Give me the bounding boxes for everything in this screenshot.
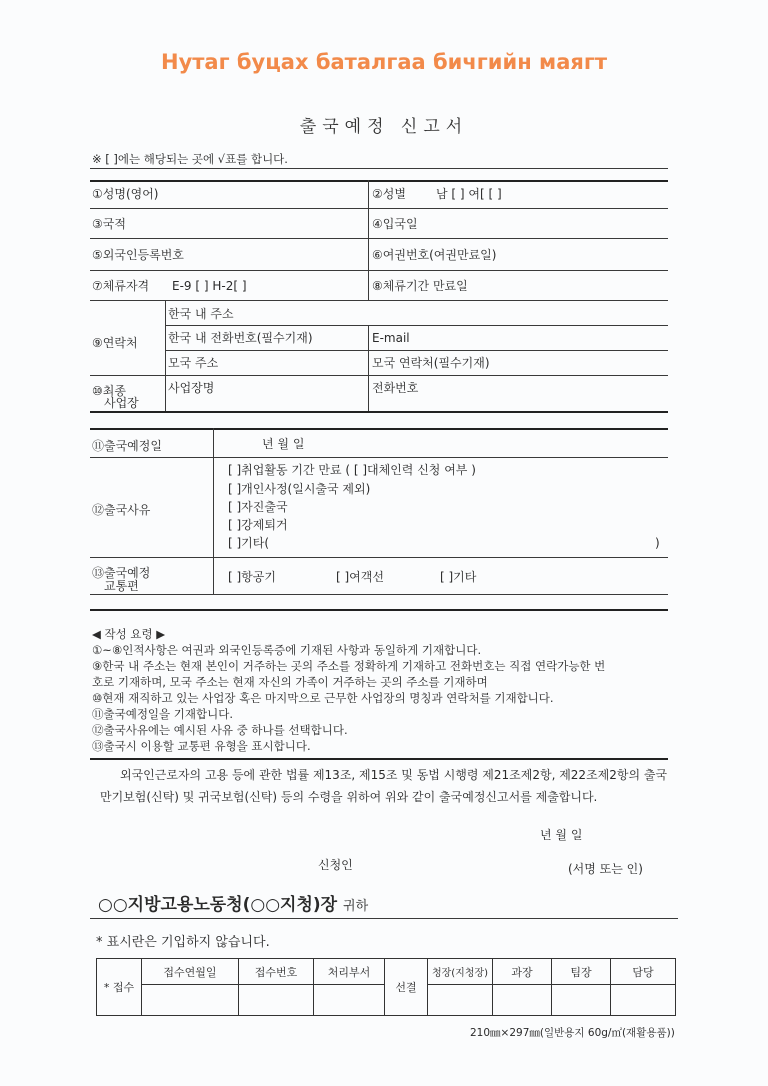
applicant-label: 신청인 [318,858,353,872]
divider [165,350,668,351]
gender-checkbox[interactable]: 남 [ ] 여[ [ ] [436,187,502,201]
stay-expiry-label: ⑧체류기간 만료일 [372,279,468,293]
reason-option[interactable]: [ ]기타( [228,536,270,550]
workplace-label: ⑩최종 [92,384,126,398]
workplace-name-label: 사업장명 [168,381,215,395]
guide-line: ⑪출국예정일을 기재합니다. [92,707,234,721]
declaration-text: 외국인근로자의 고용 등에 관한 법률 제13조, 제15조 및 동법 시행령 제21조제2항, 제22조제2항의 출국만기보험(신탁) 및 귀국보험(신탁) 등의 수령을 위하여 위와 같이 출국예정신고서를 제출합니다. [100,768,668,804]
divider [90,270,668,271]
alien-reg-label: ⑤외국인등록번호 [92,248,184,262]
stamp-cell [239,985,314,1016]
kr-address-label: 한국 내 주소 [168,307,234,321]
guide-line: ①~⑧인적사항은 여권과 외국인등록증에 기재된 사항과 동일하게 기재합니다. [92,643,482,657]
status-label: ⑦체류자격 [92,279,150,293]
home-contact-label: 모국 연락처(필수기재) [372,356,490,370]
reason-option[interactable]: [ ]강제퇴거 [228,518,288,532]
official-note: * 표시란은 기입하지 않습니다. [96,935,270,950]
guide-line: ⑩현재 재직하고 있는 사업장 혹은 마지막으로 근무한 사업장의 명칭과 연락처를 기재합니다. [92,691,554,705]
gender-label: ②성별 [372,187,406,201]
divider [90,557,668,558]
stamp-cell [314,985,385,1016]
signer-col: 과장 [493,959,552,985]
sign-note: (서명 또는 인) [568,862,643,876]
stamp-table [96,958,676,1016]
name-label: ①성명(영어) [92,187,159,201]
reason-option[interactable]: [ ]취업활동 기간 만료 ( [ ]대체인력 신청 여부 ) [228,463,476,477]
divider [90,180,668,182]
divider [90,594,668,595]
transport-option[interactable]: [ ]기타 [440,570,477,584]
stamp-col: 접수번호 [239,959,314,985]
guide-line: ⑨한국 내 주소는 현재 본인이 거주하는 곳의 주소를 정확하게 기재하고 전화번호는 직접 연락가능한 번 [92,659,606,673]
home-address-label: 모국 주소 [168,356,219,370]
stamp-cell [552,985,611,1016]
reason-label: ⑫출국사유 [92,503,151,517]
signer-col: 팀장 [552,959,611,985]
stamp-cell [611,985,676,1016]
signer-col: 청장(지청장) [428,959,493,985]
divider [90,208,668,209]
email-label: E-mail [372,331,410,345]
transport-option[interactable]: [ ]여객선 [336,570,384,584]
departure-date-value: 년 월 일 [262,437,305,451]
divider [368,325,369,411]
transport-label: ⑬출국예정 [92,566,151,580]
receipt-label: * 접수 [97,959,142,1016]
form-title: 출국예정 신고서 [299,117,469,137]
divider [90,411,668,413]
nationality-label: ③국적 [92,217,126,231]
transport-label-2: 교통편 [104,579,139,593]
divider [165,325,668,326]
approval-label: 선결 [385,959,428,1016]
divider [368,180,369,300]
office-title: ○○지방고용노동청(○○지청)장 귀하 [98,895,369,915]
stamp-col: 처리부서 [314,959,385,985]
departure-date-label: ⑪출국예정일 [92,439,162,453]
reason-option[interactable]: [ ]개인사정(일시출국 제외) [228,482,371,496]
divider [90,375,668,376]
status-checkbox[interactable]: E-9 [ ] H-2[ ] [172,279,247,293]
guide-line: ⑫출국사유에는 예시된 사유 중 하나를 선택합니다. [92,723,348,737]
divider [213,428,214,594]
transport-option[interactable]: [ ]항공기 [228,570,276,584]
reason-close: ) [655,536,660,550]
stamp-cell [428,985,493,1016]
page-title: Нутаг буцах баталгаа бичгийн маягт [161,50,607,74]
sign-date: 년 월 일 [540,828,583,842]
form-note: ※ [ ]에는 해당되는 곳에 √표를 합니다. [92,152,288,166]
stamp-cell [493,985,552,1016]
stamp-col: 접수연월일 [142,959,239,985]
guide-line: ⑬출국시 이용할 교통편 유형을 표시합니다. [92,739,311,753]
divider [90,918,678,919]
workplace-phone-label: 전화번호 [372,381,419,395]
entry-date-label: ④입국일 [372,217,418,231]
divider [90,428,668,430]
passport-label: ⑥여권번호(여권만료일) [372,248,497,262]
reason-option[interactable]: [ ]자진출국 [228,500,288,514]
divider [90,457,668,458]
contact-label: ⑨연락처 [92,336,138,350]
signer-col: 담당 [611,959,676,985]
workplace-label-2: 사업장 [104,396,139,410]
stamp-cell [142,985,239,1016]
footer-spec: 210㎜×297㎜(일반용지 60g/㎡(재활용품)) [470,1027,675,1039]
guide-heading: ◀ 작성 요령 ▶ [92,627,166,641]
divider [90,609,668,611]
divider [90,300,668,301]
divider [165,300,166,411]
guide-line: 호로 기재하며, 모국 주소는 현재 자신의 가족이 거주하는 곳의 주소를 기재하며 [92,675,488,689]
divider [90,758,668,760]
kr-phone-label: 한국 내 전화번호(필수기재) [168,331,313,345]
divider [90,168,668,169]
divider [90,238,668,239]
